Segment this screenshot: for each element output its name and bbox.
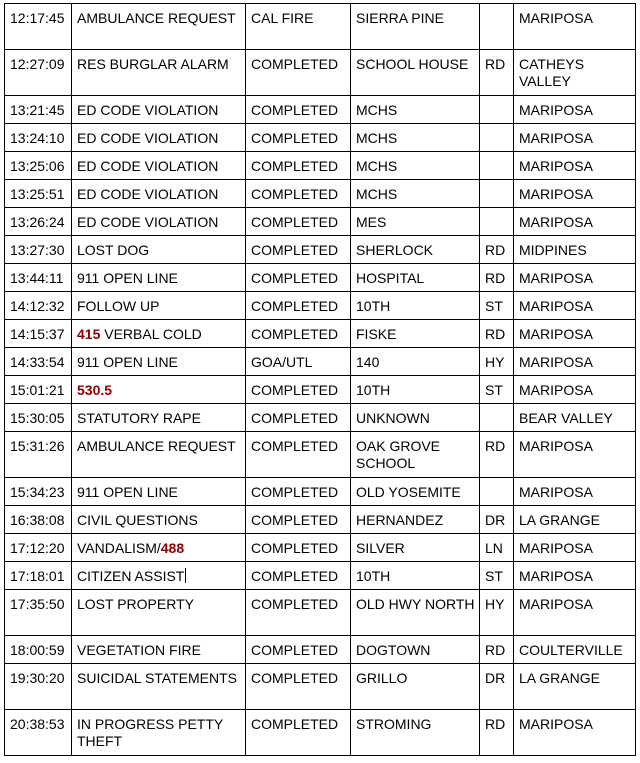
street-cell: SHERLOCK [351, 236, 480, 264]
incident-text: LOST PROPERTY [77, 596, 194, 612]
street-cell: MCHS [351, 152, 480, 180]
city-cell: COULTERVILLE [514, 636, 636, 664]
street-suffix-cell: DR [480, 506, 514, 534]
city-cell: MARIPOSA [514, 534, 636, 562]
street-suffix-cell: RD [480, 50, 514, 96]
street-cell: 10TH [351, 562, 480, 590]
status-cell: COMPLETED [246, 320, 351, 348]
city-cell: MARIPOSA [514, 710, 636, 756]
city-cell: MARIPOSA [514, 152, 636, 180]
table-row [5, 636, 636, 664]
time-cell: 12:27:09 [5, 50, 72, 96]
time-cell: 13:24:10 [5, 124, 72, 152]
status-cell: COMPLETED [246, 124, 351, 152]
table-row [5, 292, 636, 320]
incident-text: 911 OPEN LINE [77, 270, 178, 286]
time-cell: 13:26:24 [5, 208, 72, 236]
street-suffix-cell [480, 404, 514, 432]
time-cell: 12:17:45 [5, 4, 72, 50]
street-suffix-cell: ST [480, 562, 514, 590]
street-cell: 10TH [351, 376, 480, 404]
time-cell: 15:34:23 [5, 478, 72, 506]
city-cell: LA GRANGE [514, 664, 636, 710]
time-cell: 17:35:50 [5, 590, 72, 636]
incident-text: ED CODE VIOLATION [77, 130, 219, 146]
status-cell: COMPLETED [246, 180, 351, 208]
time-cell: 15:31:26 [5, 432, 72, 478]
street-cell: MES [351, 208, 480, 236]
street-suffix-cell: ST [480, 292, 514, 320]
table-row [5, 534, 636, 562]
city-cell: MARIPOSA [514, 590, 636, 636]
incident-text: 911 OPEN LINE [77, 354, 178, 370]
table-row [5, 590, 636, 636]
incident-text: AMBULANCE REQUEST [77, 438, 236, 454]
incident-text: RES BURGLAR ALARM [77, 56, 229, 72]
call-log-body [5, 4, 636, 756]
city-cell: MARIPOSA [514, 376, 636, 404]
street-suffix-cell: RD [480, 710, 514, 756]
incident-cell [72, 124, 246, 152]
incident-cell [72, 534, 246, 562]
street-cell: OLD HWY NORTH [351, 590, 480, 636]
table-row [5, 710, 636, 756]
time-cell: 15:01:21 [5, 376, 72, 404]
status-cell: COMPLETED [246, 636, 351, 664]
incident-text: AMBULANCE REQUEST [77, 10, 236, 26]
street-cell: GRILLO [351, 664, 480, 710]
status-cell: COMPLETED [246, 376, 351, 404]
incident-text: VANDALISM/ [77, 540, 161, 556]
penal-code: 530.5 [77, 382, 113, 398]
street-cell: MCHS [351, 180, 480, 208]
incident-cell [72, 236, 246, 264]
incident-cell [72, 664, 246, 710]
street-cell: FISKE [351, 320, 480, 348]
incident-text: FOLLOW UP [77, 298, 160, 314]
incident-cell [72, 180, 246, 208]
status-cell: GOA/UTL [246, 348, 351, 376]
street-suffix-cell [480, 124, 514, 152]
penal-code: 415 [77, 326, 101, 342]
table-row [5, 50, 636, 96]
incident-text: IN PROGRESS PETTY THEFT [77, 716, 223, 749]
table-row [5, 4, 636, 50]
status-cell: COMPLETED [246, 292, 351, 320]
incident-cell [72, 96, 246, 124]
table-row [5, 180, 636, 208]
city-cell: MARIPOSA [514, 348, 636, 376]
city-cell: CATHEYS VALLEY [514, 50, 636, 96]
street-suffix-cell: RD [480, 432, 514, 478]
status-cell: COMPLETED [246, 264, 351, 292]
incident-cell [72, 292, 246, 320]
incident-text: ED CODE VIOLATION [77, 186, 219, 202]
incident-cell [72, 404, 246, 432]
table-row [5, 348, 636, 376]
incident-text: CITIZEN ASSIST [77, 568, 185, 584]
table-row [5, 562, 636, 590]
time-cell: 14:15:37 [5, 320, 72, 348]
street-suffix-cell: RD [480, 264, 514, 292]
incident-cell [72, 152, 246, 180]
incident-text: ED CODE VIOLATION [77, 214, 219, 230]
incident-text: ED CODE VIOLATION [77, 158, 219, 174]
table-row [5, 264, 636, 292]
street-suffix-cell [480, 478, 514, 506]
status-cell: COMPLETED [246, 562, 351, 590]
incident-cell [72, 590, 246, 636]
street-cell: DOGTOWN [351, 636, 480, 664]
incident-cell [72, 710, 246, 756]
incident-cell [72, 320, 246, 348]
incident-cell [72, 636, 246, 664]
city-cell: MARIPOSA [514, 124, 636, 152]
incident-text: VERBAL COLD [100, 326, 202, 342]
time-cell: 14:33:54 [5, 348, 72, 376]
incident-cell [72, 208, 246, 236]
street-suffix-cell: HY [480, 348, 514, 376]
time-cell: 13:21:45 [5, 96, 72, 124]
time-cell: 16:38:08 [5, 506, 72, 534]
status-cell: COMPLETED [246, 478, 351, 506]
incident-text: STATUTORY RAPE [77, 410, 201, 426]
street-cell: SIERRA PINE [351, 4, 480, 50]
table-row [5, 664, 636, 710]
status-cell: COMPLETED [246, 152, 351, 180]
street-cell: 10TH [351, 292, 480, 320]
time-cell: 19:30:20 [5, 664, 72, 710]
street-cell: HERNANDEZ [351, 506, 480, 534]
street-suffix-cell [480, 152, 514, 180]
time-cell: 13:27:30 [5, 236, 72, 264]
status-cell: COMPLETED [246, 432, 351, 478]
incident-cell [72, 478, 246, 506]
incident-cell [72, 432, 246, 478]
table-row [5, 320, 636, 348]
status-cell: COMPLETED [246, 664, 351, 710]
city-cell: MIDPINES [514, 236, 636, 264]
street-suffix-cell: HY [480, 590, 514, 636]
street-suffix-cell: RD [480, 320, 514, 348]
table-row [5, 124, 636, 152]
city-cell: MARIPOSA [514, 208, 636, 236]
incident-cell [72, 50, 246, 96]
city-cell: MARIPOSA [514, 264, 636, 292]
street-suffix-cell: LN [480, 534, 514, 562]
table-row [5, 208, 636, 236]
table-row [5, 404, 636, 432]
city-cell: MARIPOSA [514, 320, 636, 348]
street-cell: MCHS [351, 124, 480, 152]
incident-cell [72, 4, 246, 50]
street-suffix-cell: RD [480, 236, 514, 264]
street-cell: OAK GROVE SCHOOL [351, 432, 480, 478]
time-cell: 13:25:06 [5, 152, 72, 180]
incident-text: 911 OPEN LINE [77, 484, 178, 500]
table-row [5, 478, 636, 506]
table-row [5, 96, 636, 124]
incident-cell [72, 264, 246, 292]
city-cell: MARIPOSA [514, 562, 636, 590]
incident-cell [72, 376, 246, 404]
incident-cell [72, 348, 246, 376]
street-cell: 140 [351, 348, 480, 376]
incident-cell [72, 506, 246, 534]
table-row [5, 432, 636, 478]
street-suffix-cell [480, 4, 514, 50]
incident-cell [72, 562, 246, 590]
table-row [5, 152, 636, 180]
status-cell: COMPLETED [246, 50, 351, 96]
time-cell: 18:00:59 [5, 636, 72, 664]
time-cell: 14:12:32 [5, 292, 72, 320]
city-cell: MARIPOSA [514, 478, 636, 506]
street-cell: HOSPITAL [351, 264, 480, 292]
incident-text: ED CODE VIOLATION [77, 102, 219, 118]
street-suffix-cell: ST [480, 376, 514, 404]
status-cell: COMPLETED [246, 590, 351, 636]
street-cell: OLD YOSEMITE [351, 478, 480, 506]
text-cursor [185, 568, 186, 583]
city-cell: MARIPOSA [514, 96, 636, 124]
city-cell: LA GRANGE [514, 506, 636, 534]
street-cell: SCHOOL HOUSE [351, 50, 480, 96]
status-cell: COMPLETED [246, 208, 351, 236]
street-suffix-cell [480, 96, 514, 124]
street-cell: STROMING [351, 710, 480, 756]
table-row [5, 376, 636, 404]
time-cell: 17:12:20 [5, 534, 72, 562]
incident-text: LOST DOG [77, 242, 150, 258]
time-cell: 13:25:51 [5, 180, 72, 208]
city-cell: MARIPOSA [514, 180, 636, 208]
status-cell: CAL FIRE [246, 4, 351, 50]
city-cell: MARIPOSA [514, 432, 636, 478]
call-log-table [4, 3, 636, 756]
city-cell: BEAR VALLEY [514, 404, 636, 432]
incident-text: SUICIDAL STATEMENTS [77, 670, 237, 686]
street-suffix-cell [480, 208, 514, 236]
status-cell: COMPLETED [246, 534, 351, 562]
status-cell: COMPLETED [246, 236, 351, 264]
city-cell: MARIPOSA [514, 292, 636, 320]
penal-code: 488 [160, 540, 185, 556]
time-cell: 15:30:05 [5, 404, 72, 432]
status-cell: COMPLETED [246, 710, 351, 756]
street-suffix-cell: DR [480, 664, 514, 710]
street-cell: UNKNOWN [351, 404, 480, 432]
status-cell: COMPLETED [246, 506, 351, 534]
incident-text: CIVIL QUESTIONS [77, 512, 198, 528]
table-row [5, 506, 636, 534]
time-cell: 20:38:53 [5, 710, 72, 756]
status-cell: COMPLETED [246, 404, 351, 432]
incident-text: VEGETATION FIRE [77, 642, 201, 658]
time-cell: 17:18:01 [5, 562, 72, 590]
status-cell: COMPLETED [246, 96, 351, 124]
street-cell: MCHS [351, 96, 480, 124]
street-cell: SILVER [351, 534, 480, 562]
city-cell: MARIPOSA [514, 4, 636, 50]
street-suffix-cell: RD [480, 636, 514, 664]
time-cell: 13:44:11 [5, 264, 72, 292]
street-suffix-cell [480, 180, 514, 208]
table-row [5, 236, 636, 264]
